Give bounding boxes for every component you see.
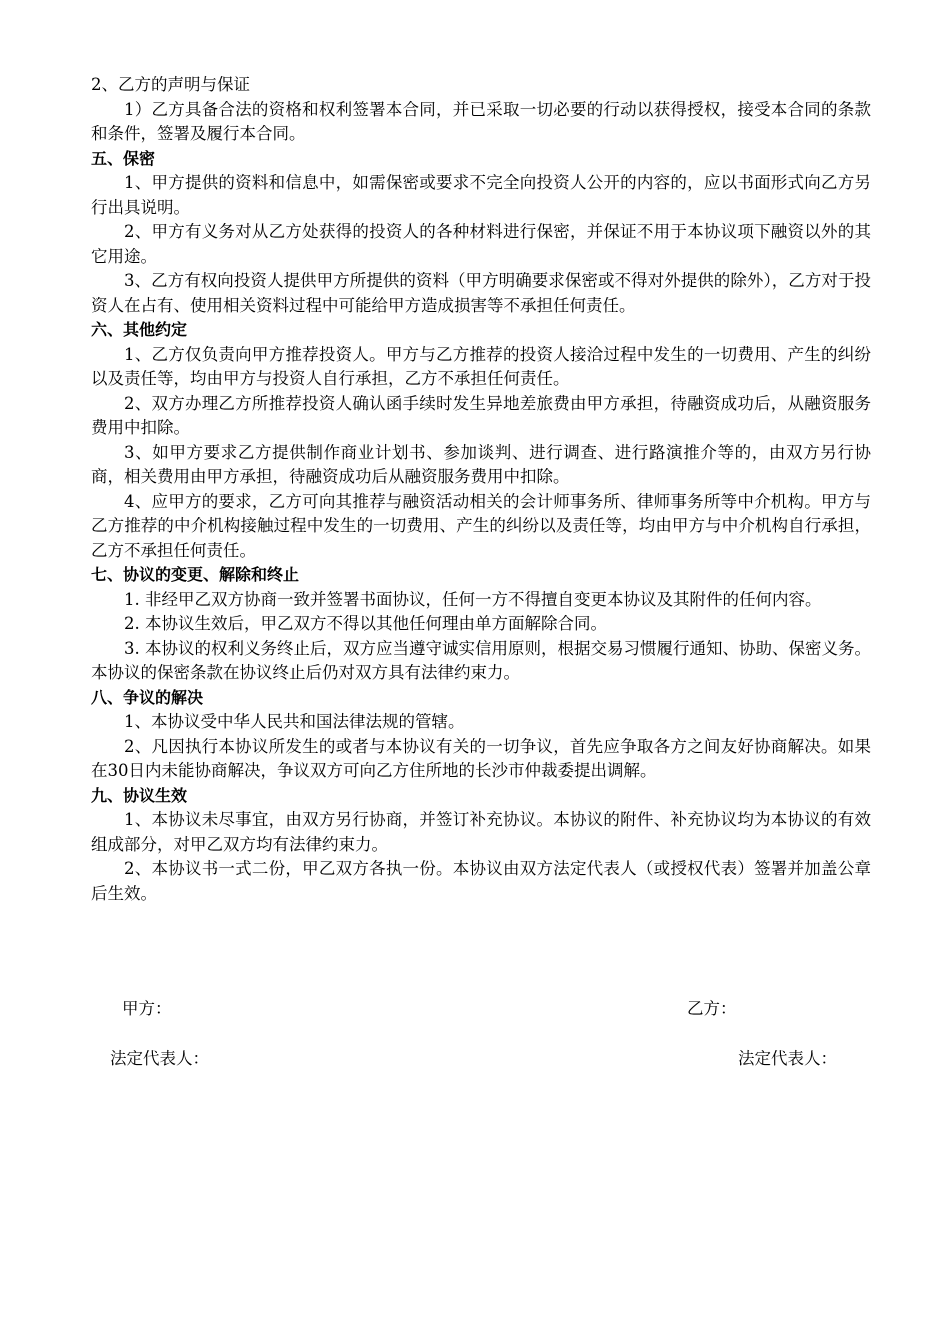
section-heading-effectiveness: 九、协议生效 xyxy=(91,785,188,805)
paragraph: 3. 本协议的权利义务终止后，双方应当遵守诚实信用原则，根据交易习惯履行通知、协助、保密义务。本协议的保密条款在协议终止后仍对双方具有法律约束力。 xyxy=(91,638,871,682)
party-a-representative-label: 法定代表人： xyxy=(110,1049,209,1068)
party-b-representative-label: 法定代表人： xyxy=(738,1049,837,1068)
paragraph: 2、凡因执行本协议所发生的或者与本协议有关的一切争议，首先应争取各方之间友好协商解决。如果在30日内未能协商解决，争议双方可向乙方住所地的长沙市仲裁委提出调解。 xyxy=(91,736,871,780)
party-b-label: 乙方： xyxy=(687,999,737,1018)
paragraph: 1. 非经甲乙双方协商一致并签署书面协议，任何一方不得擅自变更本协议及其附件的任何内容。 xyxy=(124,589,822,609)
paragraph: 1、乙方仅负责向甲方推荐投资人。甲方与乙方推荐的投资人接洽过程中发生的一切费用、产生的纠纷以及责任等，均由甲方与投资人自行承担，乙方不承担任何责任。 xyxy=(91,344,871,388)
section-heading-confidentiality: 五、保密 xyxy=(91,148,156,168)
party-a-label: 甲方： xyxy=(122,999,172,1018)
paragraph: 1、本协议受中华人民共和国法律法规的管辖。 xyxy=(124,712,465,731)
paragraph: 1、甲方提供的资料和信息中，如需保密或要求不完全向投资人公开的内容的，应以书面形式向乙方另行出具说明。 xyxy=(91,173,871,217)
paragraph: 1、本协议未尽事宜，由双方另行协商，并签订补充协议。本协议的附件、补充协议均为本协议的有效组成部分，对甲乙双方均有法律约束力。 xyxy=(91,810,871,854)
paragraph: 3、乙方有权向投资人提供甲方所提供的资料（甲方明确要求保密或不得对外提供的除外），乙方对于投资人在占有、使用相关资料过程中可能给甲方造成损害等不承担任何责任。 xyxy=(91,271,871,315)
paragraph: 2. 本协议生效后，甲乙双方不得以其他任何理由单方面解除合同。 xyxy=(124,614,607,633)
paragraph: 4、应甲方的要求，乙方可向其推荐与融资活动相关的会计师事务所、律师事务所等中介机构。甲方与乙方推荐的中介机构接触过程中发生的一切费用、产生的纠纷以及责任等，均由甲方与中介机构自行承担，乙方不承担任何责任。 xyxy=(91,491,871,560)
paragraph: 3、如甲方要求乙方提供制作商业计划书、参加谈判、进行调查、进行路演推介等的，由双方另行协商，相关费用由甲方承担，待融资成功后从融资服务费用中扣除。 xyxy=(91,442,871,486)
section-heading-amendment-termination: 七、协议的变更、解除和终止 xyxy=(91,565,300,584)
paragraph: 2、本协议书一式二份，甲乙双方各执一份。本协议由双方法定代表人（或授权代表）签署并加盖公章后生效。 xyxy=(91,859,871,903)
paragraph: 2、甲方有义务对从乙方处获得的投资人的各种材料进行保密，并保证不用于本协议项下融资以外的其它用途。 xyxy=(91,222,871,266)
section-heading-other-terms: 六、其他约定 xyxy=(91,320,188,339)
contract-body xyxy=(91,73,871,906)
section-heading-dispute-resolution: 八、争议的解决 xyxy=(91,687,204,707)
paragraph: 1）乙方具备合法的资格和权利签署本合同，并已采取一切必要的行动以获得授权，接受本合同的条款和条件，签署及履行本合同。 xyxy=(91,99,871,143)
section-heading-declaration: 2、乙方的声明与保证 xyxy=(91,75,250,94)
paragraph: 2、双方办理乙方所推荐投资人确认函手续时发生异地差旅费由甲方承担，待融资成功后，从融资服务费用中扣除。 xyxy=(91,393,871,437)
